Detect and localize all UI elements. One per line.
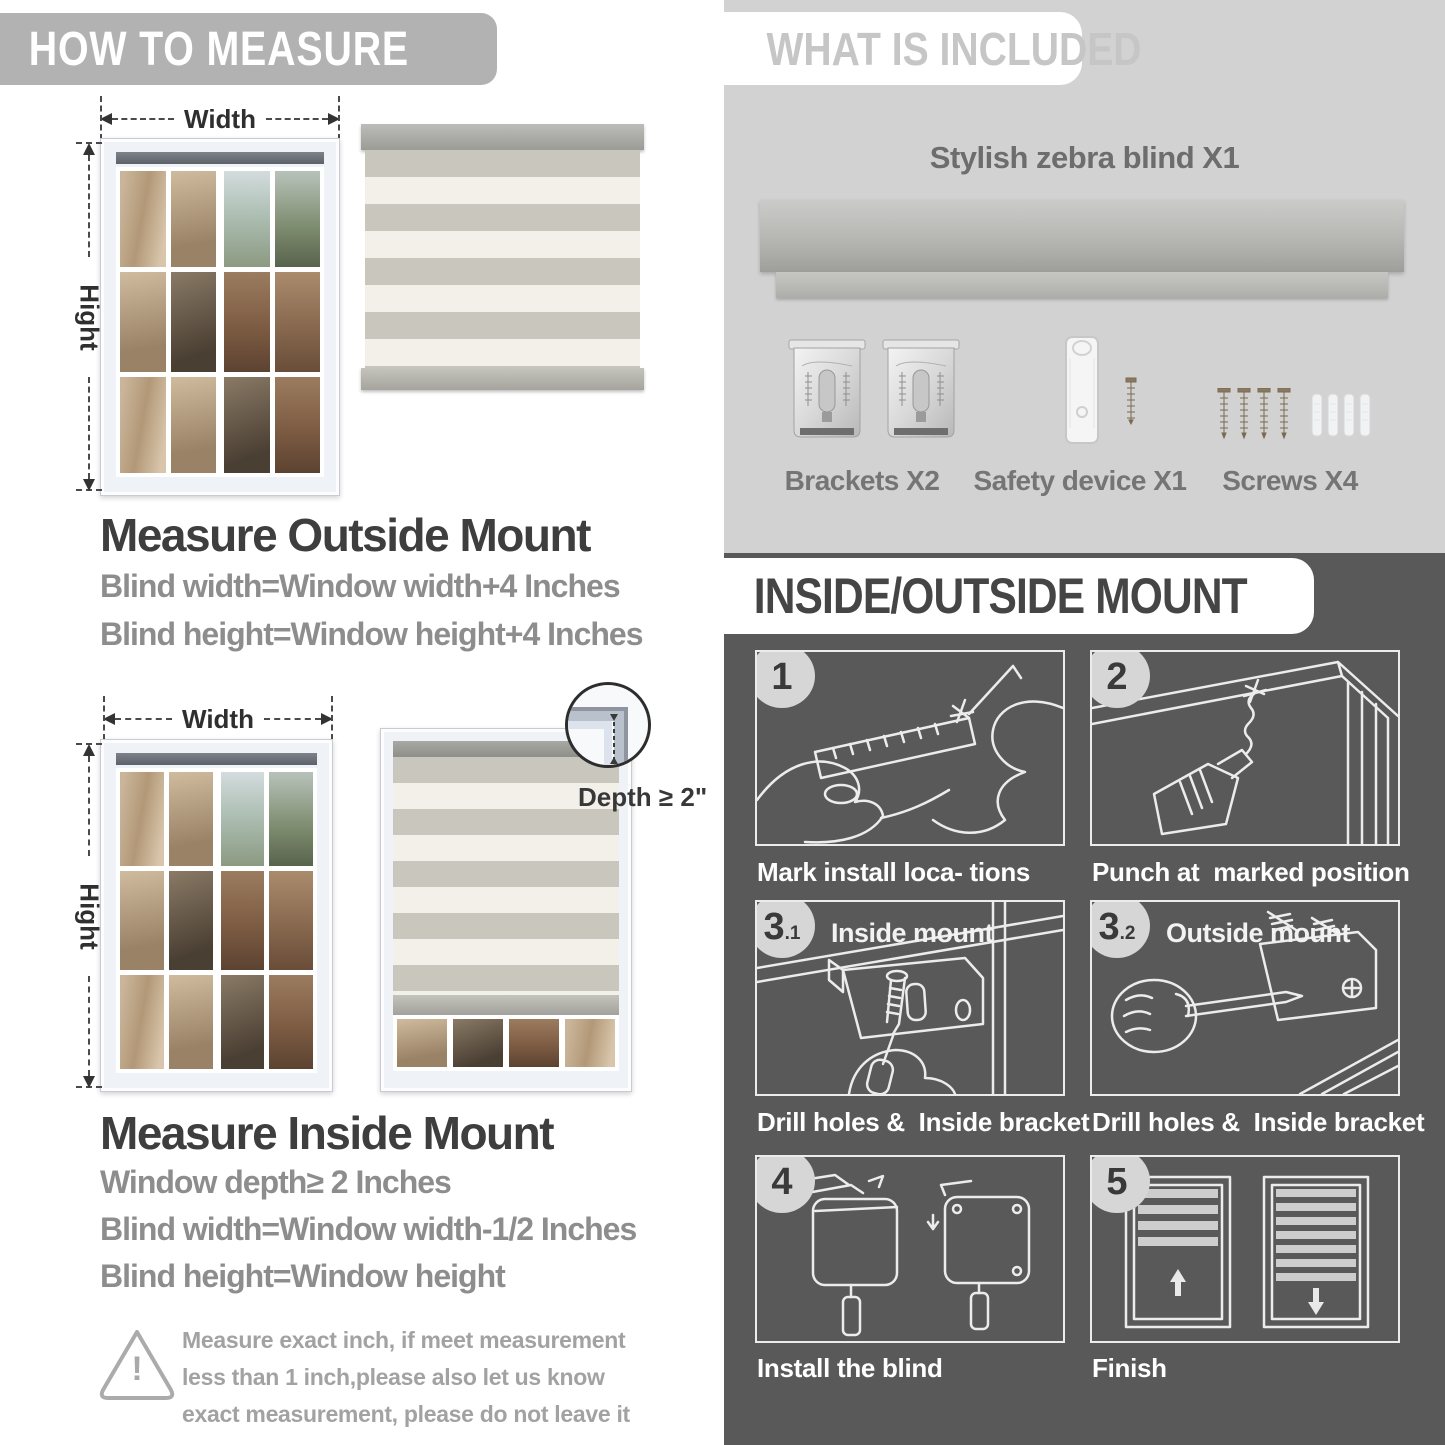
blind-shade-stripes bbox=[365, 150, 640, 368]
step2-caption: Punch at marked position bbox=[1092, 857, 1410, 887]
step3-2-badge: 3 .2 bbox=[1090, 900, 1150, 958]
step5-caption: Finish bbox=[1092, 1353, 1167, 1383]
inside-height-arrow bbox=[74, 744, 105, 1088]
what-is-included-chip bbox=[724, 12, 1142, 85]
arrow-down-icon bbox=[83, 479, 95, 491]
outside-height-label: Hight bbox=[74, 283, 105, 351]
step3-1-title: Inside mount bbox=[831, 918, 993, 948]
mount-header-title: INSIDE/OUTSIDE MOUNT bbox=[753, 568, 1247, 624]
what-is-included-section bbox=[724, 0, 1445, 553]
inside-rule-1: Window depth≥ 2 Inches bbox=[100, 1164, 451, 1200]
how-to-measure-banner bbox=[0, 13, 497, 85]
step3-1-caption: Drill holes & Inside bracket bbox=[757, 1107, 1090, 1137]
inside-width-label: Width bbox=[182, 703, 254, 734]
blind-cassette bbox=[361, 124, 644, 150]
zebra-blind-headrail-lower bbox=[776, 272, 1388, 298]
warning-exclamation: ! bbox=[131, 1350, 143, 1388]
inside-mount-heading: Measure Inside Mount bbox=[100, 1107, 554, 1159]
step2-badge: 2 bbox=[1090, 650, 1150, 708]
blind-bottom-rail bbox=[361, 368, 644, 390]
step1-panel bbox=[755, 650, 1065, 846]
width-bound-tick bbox=[338, 96, 340, 140]
window-panes bbox=[116, 167, 324, 477]
what-is-included-title: WHAT IS INCLUDED bbox=[766, 22, 1142, 75]
screws-icon bbox=[1216, 388, 1376, 448]
window-head-bar bbox=[116, 152, 324, 164]
width-bound-tick bbox=[100, 96, 102, 140]
inside-rule-2: Blind width=Window width-1/2 Inches bbox=[100, 1211, 637, 1247]
step2-panel bbox=[1090, 650, 1400, 846]
step4-badge: 4 bbox=[755, 1155, 815, 1213]
step5-badge: 5 bbox=[1090, 1155, 1150, 1213]
step4-caption: Install the blind bbox=[757, 1353, 943, 1383]
step1-caption: Mark install loca- tions bbox=[757, 857, 1031, 887]
inside-rule-3: Blind height=Window height bbox=[100, 1258, 505, 1294]
window-panes bbox=[393, 1015, 619, 1071]
depth-label: Depth ≥ 2" bbox=[578, 782, 708, 812]
mount-steps-section bbox=[724, 553, 1445, 1445]
warning-triangle-icon bbox=[95, 1326, 179, 1404]
depth-detail-circle bbox=[565, 682, 651, 768]
inside-height-label: Hight bbox=[74, 882, 105, 950]
window-head-bar bbox=[116, 753, 317, 765]
product-label: Stylish zebra blind X1 bbox=[929, 140, 1240, 175]
arrow-up-icon bbox=[83, 143, 95, 155]
warning-text: Measure exact inch, if meet measurement less than 1 inch,please also let us know exact measurement, please do not leave it bbox=[182, 1327, 630, 1427]
outside-rule-1: Blind width=Window width+4 Inches bbox=[100, 568, 620, 604]
window-panes bbox=[116, 768, 317, 1073]
step3-2-caption: Drill holes & Inside bracket bbox=[1092, 1107, 1425, 1137]
zebra-blind-headrail bbox=[760, 200, 1404, 272]
window-photo-inside bbox=[100, 739, 333, 1092]
arrow-up-icon bbox=[83, 744, 95, 756]
brackets-label: Brackets X2 bbox=[784, 465, 940, 496]
safety-device-icon bbox=[1054, 334, 1164, 450]
step3-2-title: Outside mount bbox=[1166, 918, 1350, 948]
step4-panel bbox=[755, 1155, 1065, 1343]
inside-width-arrow bbox=[103, 703, 333, 734]
zebra-blind-outside bbox=[365, 124, 640, 390]
outside-width-label: Width bbox=[184, 103, 256, 134]
safety-device-label: Safety device X1 bbox=[973, 465, 1187, 496]
step1-badge: 1 bbox=[755, 650, 815, 708]
brackets-icon bbox=[786, 336, 966, 448]
outside-height-arrow bbox=[74, 143, 105, 491]
step5-panel bbox=[1090, 1155, 1400, 1343]
how-to-measure-title: HOW TO MEASURE bbox=[28, 22, 410, 76]
step3-1-panel bbox=[755, 900, 1065, 1096]
arrow-down-icon bbox=[83, 1076, 95, 1088]
width-bound-tick bbox=[103, 696, 105, 740]
outside-mount-heading: Measure Outside Mount bbox=[100, 509, 590, 561]
outside-rule-2: Blind height=Window height+4 Inches bbox=[100, 616, 643, 652]
width-bound-tick bbox=[331, 696, 333, 740]
blind-bottom-rail bbox=[393, 995, 619, 1015]
screws-label: Screws X4 bbox=[1222, 465, 1358, 496]
outside-width-arrow bbox=[100, 103, 340, 134]
window-corner-detail bbox=[568, 685, 648, 765]
window-photo-outside bbox=[100, 138, 340, 496]
mount-header-chip bbox=[724, 558, 1314, 634]
step3-2-panel bbox=[1090, 900, 1400, 1096]
step3-1-badge: 3 .1 bbox=[755, 900, 815, 958]
